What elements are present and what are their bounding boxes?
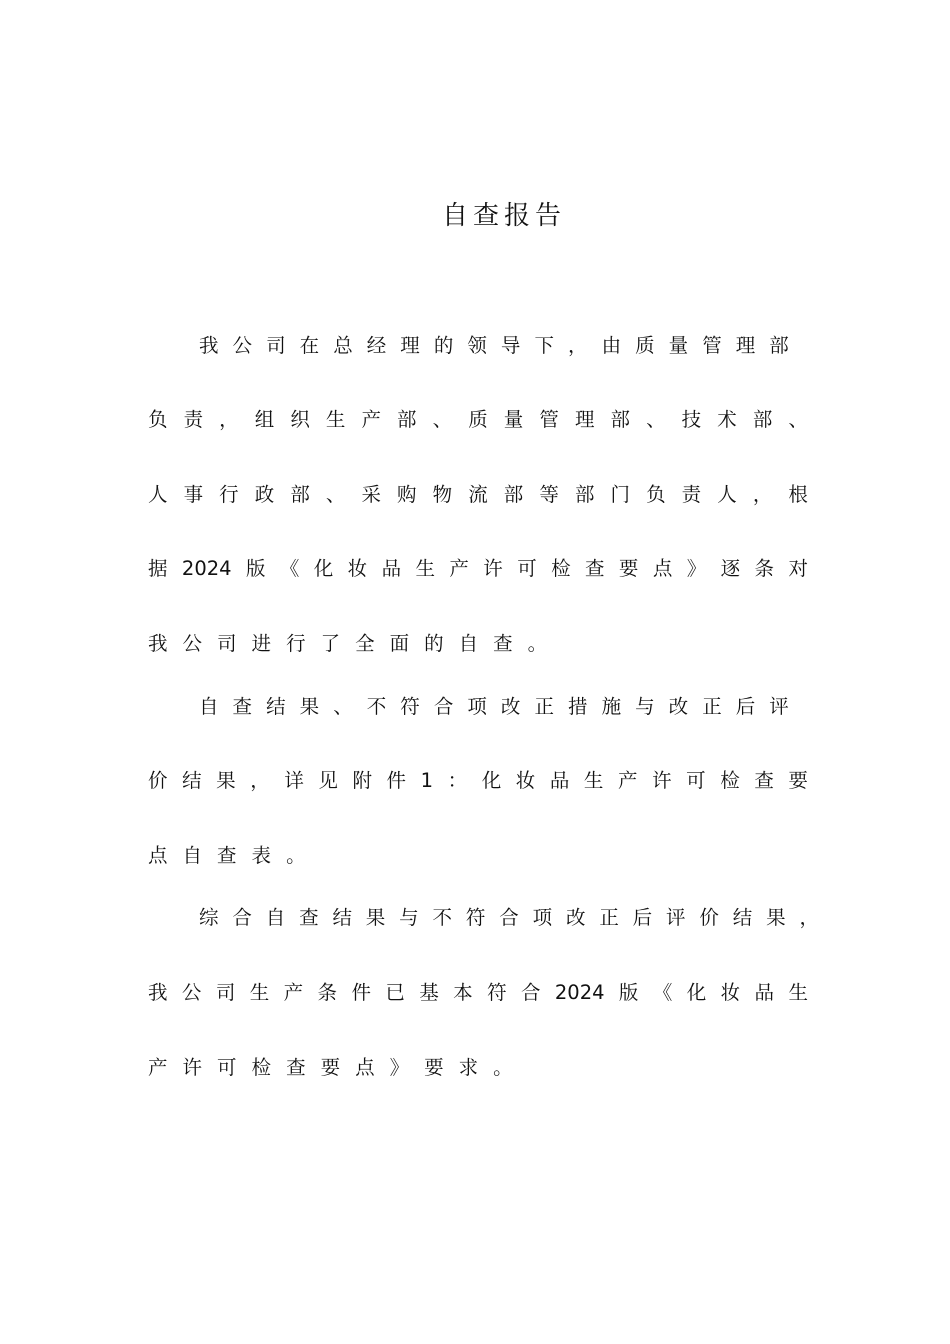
paragraph-2-line-3: 点 自 查 表 。 [148,844,306,867]
paragraph-1-line-1: 我 公 司 在 总 经 理 的 领 导 下 ， 由 质 量 管 理 部 [199,334,789,357]
paragraph-3-line-1: 综 合 自 查 结 果 与 不 符 合 项 改 正 后 评 价 结 果 ， [199,906,819,929]
paragraph-1-line-2: 负 责 ， 组 织 生 产 部 、 质 量 管 理 部 、 技 术 部 、 [148,408,808,431]
paragraph-1-line-5: 我 公 司 进 行 了 全 面 的 自 查 。 [148,632,548,655]
paragraph-3-line-3: 产 许 可 检 查 要 点 》 要 求 。 [148,1056,513,1079]
paragraph-1-line-3: 人 事 行 政 部 、 采 购 物 流 部 等 部 门 负 责 人 ， 根 [148,483,808,506]
paragraph-2-line-2: 价 结 果 ， 详 见 附 件 1 ： 化 妆 品 生 产 许 可 检 查 要 [148,769,808,792]
paragraph-1-line-4: 据 2024 版 《 化 妆 品 生 产 许 可 检 查 要 点 》 逐 条 对 [148,557,808,580]
paragraph-3-line-2: 我 公 司 生 产 条 件 已 基 本 符 合 2024 版 《 化 妆 品 生 [148,981,808,1004]
paragraph-2-line-1: 自 查 结 果 、 不 符 合 项 改 正 措 施 与 改 正 后 评 [199,695,789,718]
page-title: 自查报告 [441,201,566,231]
